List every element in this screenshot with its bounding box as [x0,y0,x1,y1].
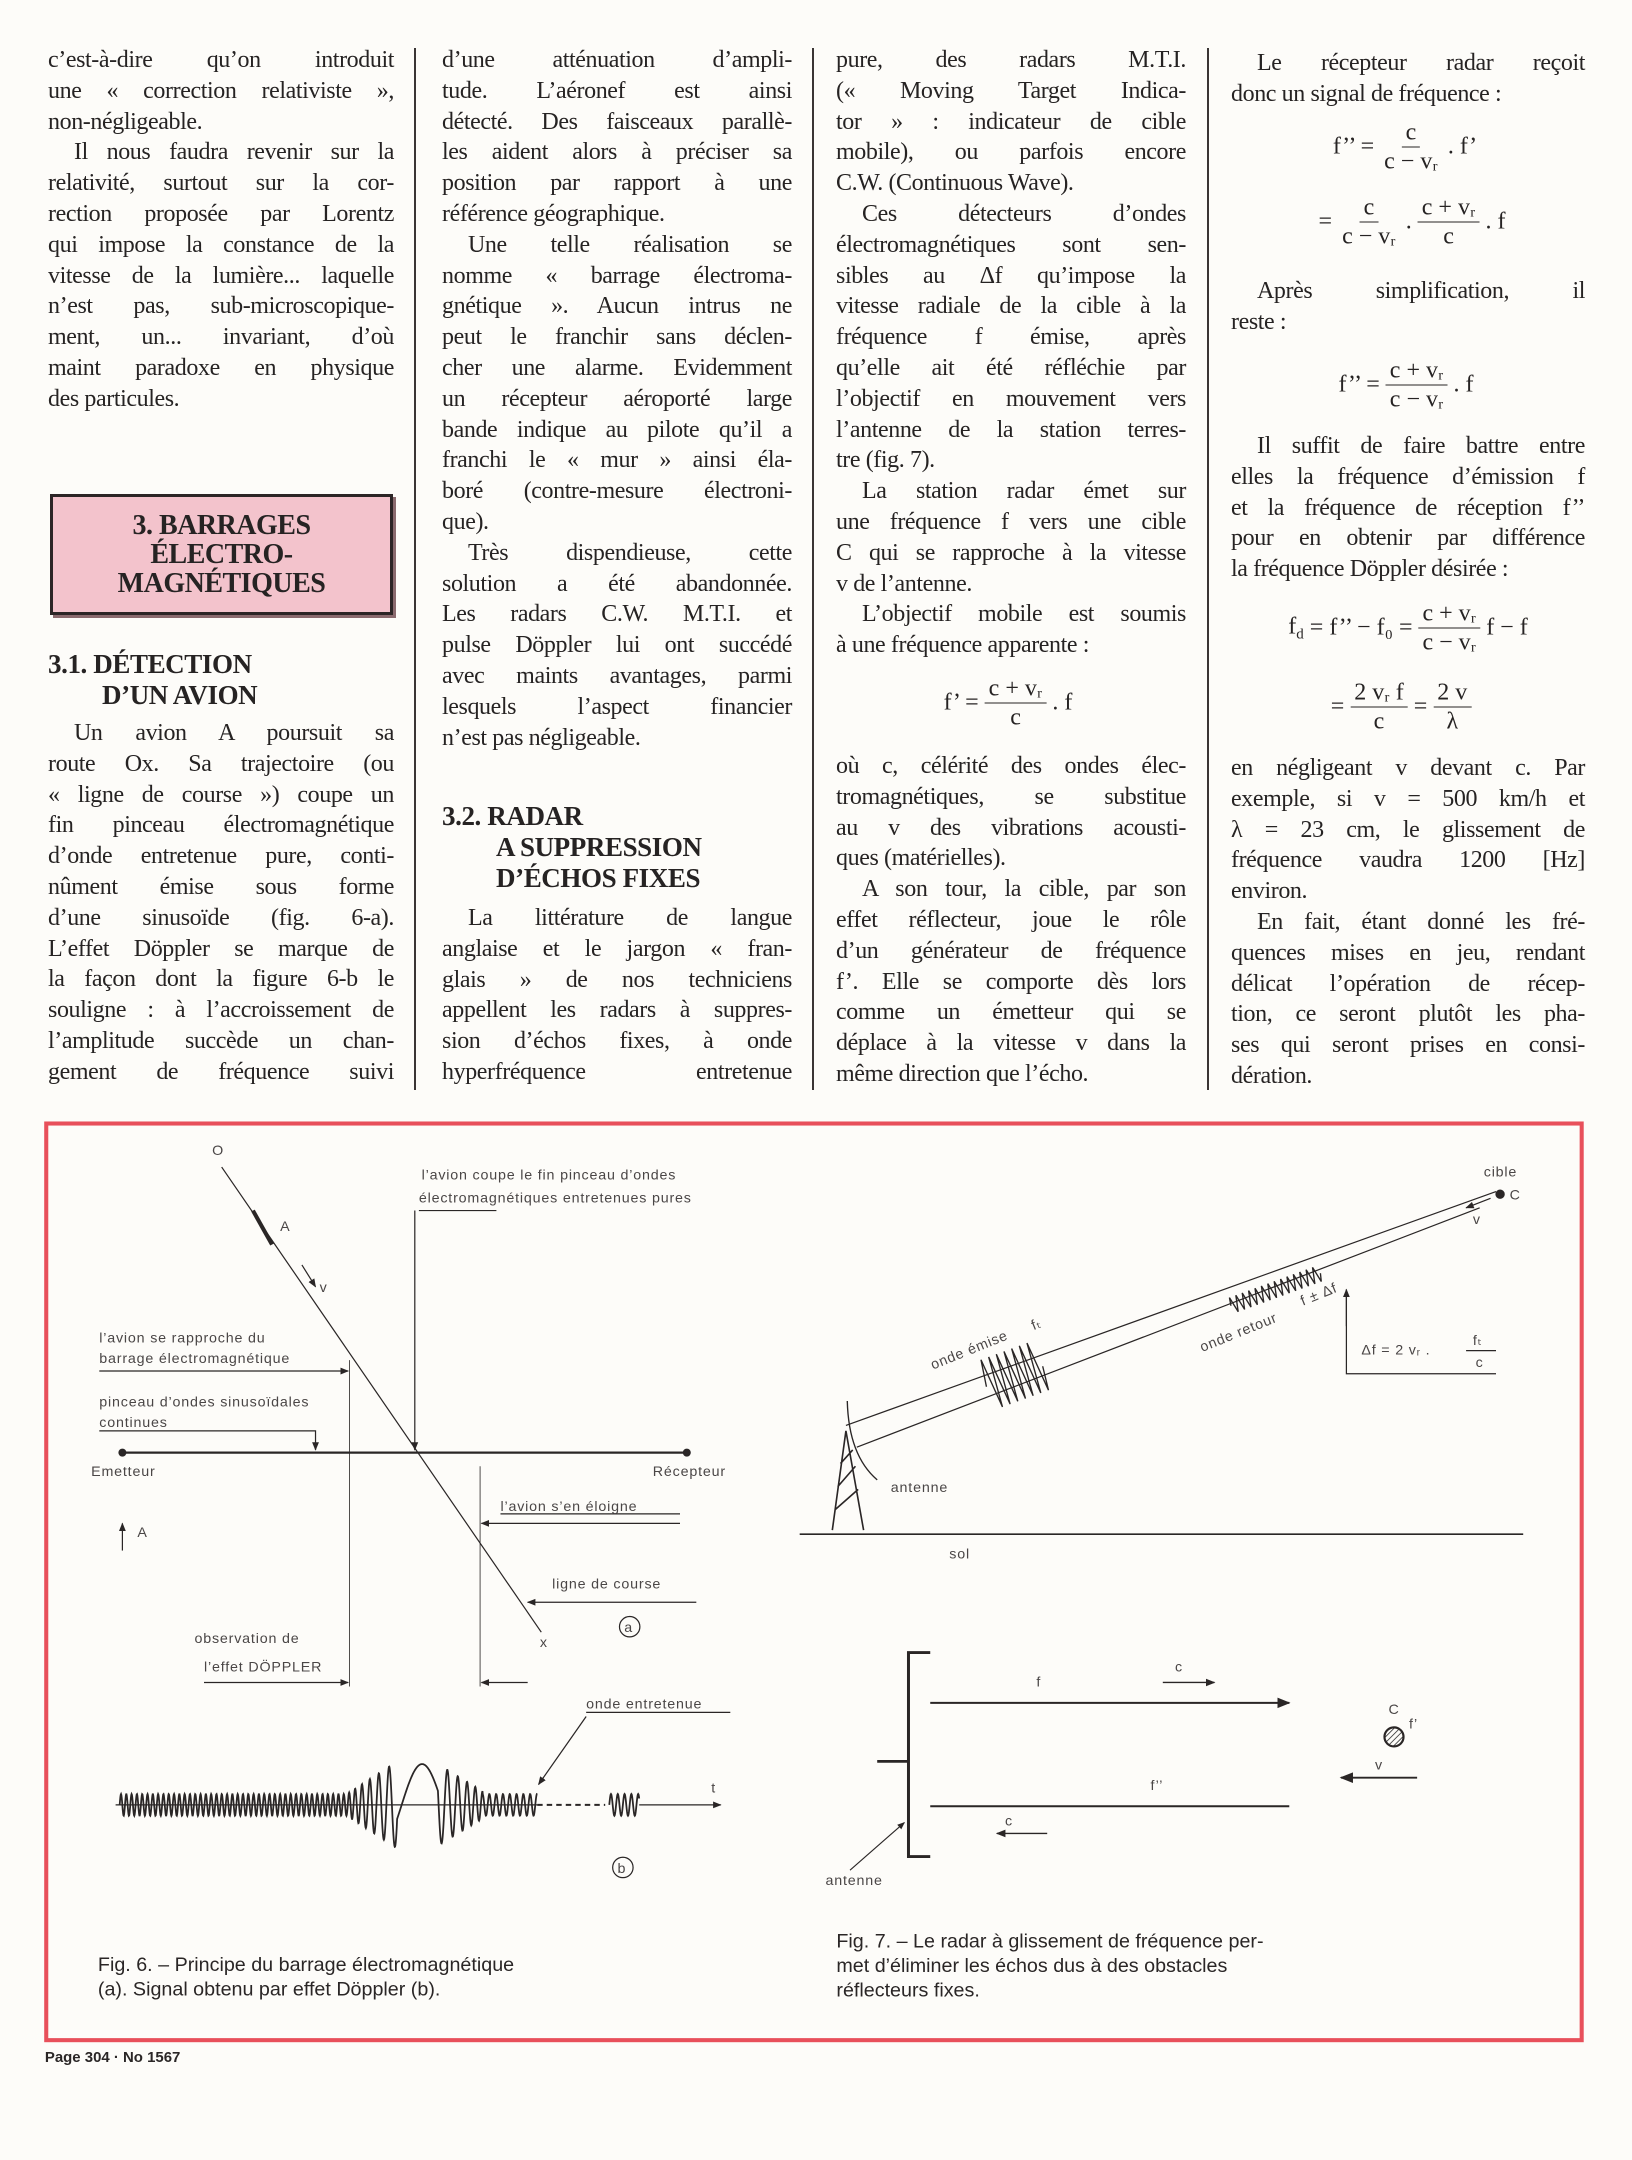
text-line: position par rapport à une [442,170,792,197]
text-line: un récepteur aéroporté large [442,385,792,412]
text-line: Il suffit de faire battre entre [1257,433,1585,459]
denominator: c − vᵣ [1384,148,1438,175]
denominator: c − vᵣ [1389,386,1444,413]
text-line: environ. [1231,878,1308,905]
numerator: c + vᵣ [1386,357,1448,386]
text-line: tor » : indicateur de cible [836,108,1186,135]
text-line: exemple, si v = 500 km/h et [1231,785,1585,812]
f-label: f [1036,1674,1042,1691]
text-line: pulse Döppler lui ont succédé [442,632,792,659]
text-line: solution a été abandonnée. [442,570,792,597]
text-line: bande indique au pilote qu’il a [442,416,792,443]
text-line: au v des vibrations acousti- [836,814,1186,841]
cut-label: l’avion coupe le fin pinceau d’ondes [421,1167,677,1184]
signal-waveform-tail [609,1794,639,1816]
text-line: fin pinceau électromagnétique [48,812,394,839]
text-line: d’une atténuation d’ampli- [442,47,792,73]
velocity-label: v [319,1280,328,1297]
delta-formula-label: Δf = 2 vᵣ . [1361,1342,1431,1359]
target-dot [1496,1190,1504,1198]
text-line: (« Moving Target Indica- [836,77,1186,104]
denominator: c − vᵣ [1422,629,1477,656]
numerator: 2 v [1433,679,1471,708]
fig7-caption: réflecteurs fixes. [836,1979,980,2002]
text-line: les aident alors à préciser sa [442,139,792,166]
term-text: f’’ = [1332,133,1375,160]
beam-lower-line [857,1208,1480,1447]
term-text: . f [1485,208,1506,235]
text-line: référence géographique. [442,200,665,227]
beam-pointer-arrow [99,1431,315,1450]
denominator: c [1373,708,1385,735]
figure-frame [46,1124,1581,2041]
cut-label: électromagnétiques entretenues pures [418,1190,692,1207]
text-line: n’est pas, sub-microscopique- [48,293,394,320]
text-line: A son tour, la cible, par son [862,876,1186,903]
text-line: c’est-à-dire qu’on introduit [48,47,394,73]
text-line: lesquels l’aspect financier [442,693,792,720]
target-c-label: C [1388,1701,1400,1718]
denominator: c [1443,223,1454,250]
emitted-frequency-label: fₜ [1029,1315,1045,1334]
text-line: cher une alarme. Evidemment [442,354,792,381]
beam-label: pinceau d’ondes sinusoïdales [99,1394,310,1411]
beam-label: continues [99,1414,168,1431]
text-line: l’amplitude succède un chan- [48,1027,394,1054]
text-line: maint paradoxe en physique [48,354,394,381]
text-line: Très dispendieuse, cette [468,539,792,566]
text-line: que). [442,508,489,535]
text-line: sion d’échos fixes, à onde [442,1028,792,1055]
text-line: appellent les radars à suppres- [442,997,792,1024]
target-velocity-arrow [1466,1198,1490,1208]
heading-line: D’ÉCHOS FIXES [496,862,701,893]
text-line: dération. [1231,1062,1313,1089]
text-line: tude. L’aéronef est ainsi [442,77,792,104]
text-line: nûment émise sous forme [48,873,394,900]
term-text: . f [1052,689,1073,716]
text-line: Les radars C.W. M.T.I. et [442,601,792,628]
term-text: . [1405,208,1412,235]
text-line: fréquence vaudra 1200 [Hz] [1231,847,1585,874]
axis-x-label: x [539,1635,548,1652]
velocity-label: v [1374,1757,1383,1774]
emitter-label: Emetteur [91,1463,156,1480]
numerator: c [1360,194,1379,223]
text-line: hyperfréquence entretenue [442,1058,792,1085]
f-double-prime-label: f’’ [1150,1777,1164,1794]
cw-label: onde entretenue [586,1696,703,1713]
text-line: effet réflecteur, joue le rôle [836,906,1186,933]
text-line: franchi le « mur » ainsi éla- [442,447,792,474]
text-line: l’objectif en mouvement vers [836,385,1186,412]
text-line: qui impose la constance de la [48,231,394,258]
numerator: c + vᵣ [985,675,1047,704]
target-label: cible [1483,1164,1518,1181]
fig7-caption: met d’éliminer les échos dus à des obstacles [836,1955,1228,1978]
approach-label: barrage électromagnétique [99,1350,291,1367]
term-text: = [1330,693,1345,720]
fig6-caption: Fig. 6. – Principe du barrage électromagnétique [97,1953,515,1976]
approach-label: l’avion se rapproche du [99,1330,266,1347]
text-line: Ces détecteurs d’ondes [862,200,1186,227]
section-heading-line: MAGNÉTIQUES [117,568,326,599]
text-line: peut le franchir sans déclen- [442,324,792,351]
term-text: . f [1453,371,1474,398]
numerator: 2 vᵣ f [1350,679,1408,708]
receiver-dot [683,1449,690,1456]
doppler-observation-label: l’effet DÖPPLER [204,1659,323,1676]
text-line: C qui se rapproche à la vitesse [836,539,1186,566]
marker-b-label: b [617,1860,627,1877]
text-line: En fait, étant donné les fré- [1257,908,1585,935]
antenna-label: antenne [825,1873,883,1890]
text-line: même direction que l’écho. [836,1060,1089,1087]
text-line: tion, ce seront plutôt les pha- [1231,1001,1585,1028]
antenna-pointer [850,1823,904,1871]
text-line: elles la fréquence d’émission f [1231,463,1585,490]
fig6-caption: (a). Signal obtenu par effet Döppler (b). [97,1978,441,2001]
text-line: route Ox. Sa trajectoire (ou [48,750,394,777]
page-footer: Page 304 · No 1567 [44,2048,181,2066]
text-line: nomme « barrage électroma- [442,262,792,289]
term-text: = f’’ − f₀ = [1309,614,1413,641]
text-line: L’objectif mobile est soumis [862,601,1186,628]
text-line: vitesse radiale de la cible à la [836,293,1186,320]
text-line: donc un signal de fréquence : [1231,80,1502,107]
text-line: d’une sinusoïde (fig. 6-a). [48,904,394,931]
term-text: = [1318,208,1333,235]
delta-bracket [1346,1289,1496,1373]
text-line: λ = 23 cm, le glissement de [1231,816,1585,843]
term-text: = [1413,693,1428,720]
axis-a-label: A [137,1524,148,1541]
receiver-label: Récepteur [652,1463,726,1480]
text-line: d’onde entretenue pure, conti- [48,843,394,870]
text-line: non-négligeable. [48,108,203,135]
text-line: gement de fréquence suivi [48,1058,394,1085]
denominator: λ [1446,708,1459,735]
text-line: gnétique ». Aucun intrus ne [442,293,792,320]
target-c-label: C [1509,1187,1521,1204]
beam-upper-line [846,1192,1496,1426]
text-line: glais » de nos techniciens [442,966,792,993]
text-line: souligne : à l’accroissement de [48,997,394,1024]
text-line: où c, célérité des ondes élec- [836,753,1186,779]
text-line: à une fréquence apparente : [836,632,1090,659]
marker-a-label: a [624,1620,633,1637]
text-line: C.W. (Continuous Wave). [836,170,1074,197]
text-line: quences mises en jeu, rendant [1231,939,1585,966]
text-line: avec maints avantages, parmi [442,662,792,689]
text-line: des particules. [48,385,180,412]
text-line: « ligne de course ») coupe un [48,781,394,808]
text-line: tre (fig. 7). [836,447,935,474]
text-line: v de l’antenne. [836,570,972,597]
text-line: pour en obtenir par différence [1231,525,1585,552]
text-line: déplace à la vitesse v dans la [836,1030,1186,1057]
text-line: La littérature de langue [468,905,792,931]
subscript: d [1296,626,1304,642]
plane-marker [253,1211,272,1245]
text-line: Il nous faudra revenir sur la [74,139,394,166]
text-line: détecté. Des faisceaux parallè- [442,108,792,135]
text-line: relativité, surtout sur la cor- [48,170,394,197]
heading-line: 3.1. DÉTECTION [48,649,252,679]
term-text: f − f [1486,614,1528,641]
cw-pointer-arrow [539,1716,587,1784]
section-heading-line: ÉLECTRO- [150,539,293,570]
numerator: c [1402,119,1421,148]
leaves-label: l’avion s’en éloigne [500,1499,638,1516]
term-text: f’ = [943,689,979,716]
section-heading-line: 3. BARRAGES [132,510,311,541]
text-line: et la fréquence de réception f’’ [1231,494,1585,521]
fig7-caption: Fig. 7. – Le radar à glissement de fréquence per- [836,1930,1264,1953]
text-line: d’un générateur de fréquence [836,937,1186,964]
text-line: boré (contre-mesure électroni- [442,478,792,505]
term-text: f’’ = [1338,371,1380,398]
numerator: c + vᵣ [1418,194,1480,223]
delta-numerator: fₜ [1472,1333,1483,1350]
text-line: f’. Elle se comporte dès lors [836,968,1186,995]
doppler-observation-label: observation de [194,1631,300,1648]
heading-line: 3.2. RADAR [442,801,583,831]
antenna-bracket [908,1653,930,1857]
fig6a-diagram [99,1167,730,1878]
course-label: ligne de course [552,1576,662,1593]
target-velocity-label: v [1472,1212,1481,1229]
velocity-arrow [302,1265,316,1287]
text-line: sibles au Δf qu’impose la [836,262,1186,289]
text-line: rection proposée par Lorentz [48,200,394,227]
text-line: pure, des radars M.T.I. [836,47,1186,73]
term-text: f [1288,613,1297,639]
target-hatched-circle [1384,1727,1403,1746]
c-label: c [1005,1813,1013,1830]
origin-label: O [212,1142,225,1159]
heading-line: A SUPPRESSION [496,831,702,862]
text-line: comme un émetteur qui se [836,999,1186,1026]
text-line: tromagnétiques, se substitue [836,783,1186,810]
text-line: l’antenne de la station terres- [836,416,1186,443]
text-line: ses qui seront prises en consi- [1231,1032,1585,1059]
delta-denominator: c [1475,1354,1484,1371]
text-line: délicat l’opération de récep- [1231,970,1585,997]
text-line: Un avion A poursuit sa [74,720,394,746]
text-line: L’effet Döppler se marque de [48,935,394,962]
text-line: une fréquence f vers une cible [836,508,1186,535]
text-line: la fréquence Döppler désirée : [1231,556,1509,583]
text-line: n’est pas négligeable. [442,724,641,751]
returned-wave-label: onde retour [1197,1310,1280,1356]
text-line: reste : [1231,308,1287,335]
heading-line: D’UN AVION [102,679,258,710]
text-line: qu’elle ait été réfléchie par [836,354,1186,381]
text-line: en négligeant v devant c. Par [1231,755,1585,781]
plane-label: A [280,1218,291,1235]
text-line: une « correction relativiste », [48,77,394,104]
denominator: c [1010,704,1021,731]
ground-label: sol [949,1546,970,1563]
axis-t-label: t [711,1780,717,1797]
text-line: fréquence f émise, après [836,324,1186,351]
term-text: . f’ [1447,133,1478,160]
text-line: électromagnétiques sont sen- [836,231,1186,258]
text-line: mobile), ou parfois encore [836,139,1186,166]
text-line: vitesse de la lumière... laquelle [48,262,394,289]
text-line: Après simplification, il [1257,278,1585,304]
text-line: ment, un... invariant, d’où [48,324,394,351]
text-line: ques (matérielles). [836,845,1006,872]
text-line: La station radar émet sur [862,478,1186,505]
text-line: Le récepteur radar reçoit [1257,50,1585,76]
fig7-lower-diagram [850,1653,1417,1871]
emitter-dot [119,1449,126,1456]
text-line: Une telle réalisation se [468,231,792,258]
returned-frequency-label: f ± Δf [1298,1280,1340,1310]
f-prime-label: f’ [1408,1716,1418,1733]
text-line: la façon dont la figure 6-b le [48,966,394,993]
emitted-wave-label: onde émise [928,1327,1011,1374]
numerator: c + vᵣ [1418,600,1480,629]
c-label: c [1175,1659,1183,1676]
antenna-label: antenne [890,1480,949,1497]
text-line: anglaise et le jargon « fran- [442,935,792,962]
denominator: c − vᵣ [1342,223,1396,250]
